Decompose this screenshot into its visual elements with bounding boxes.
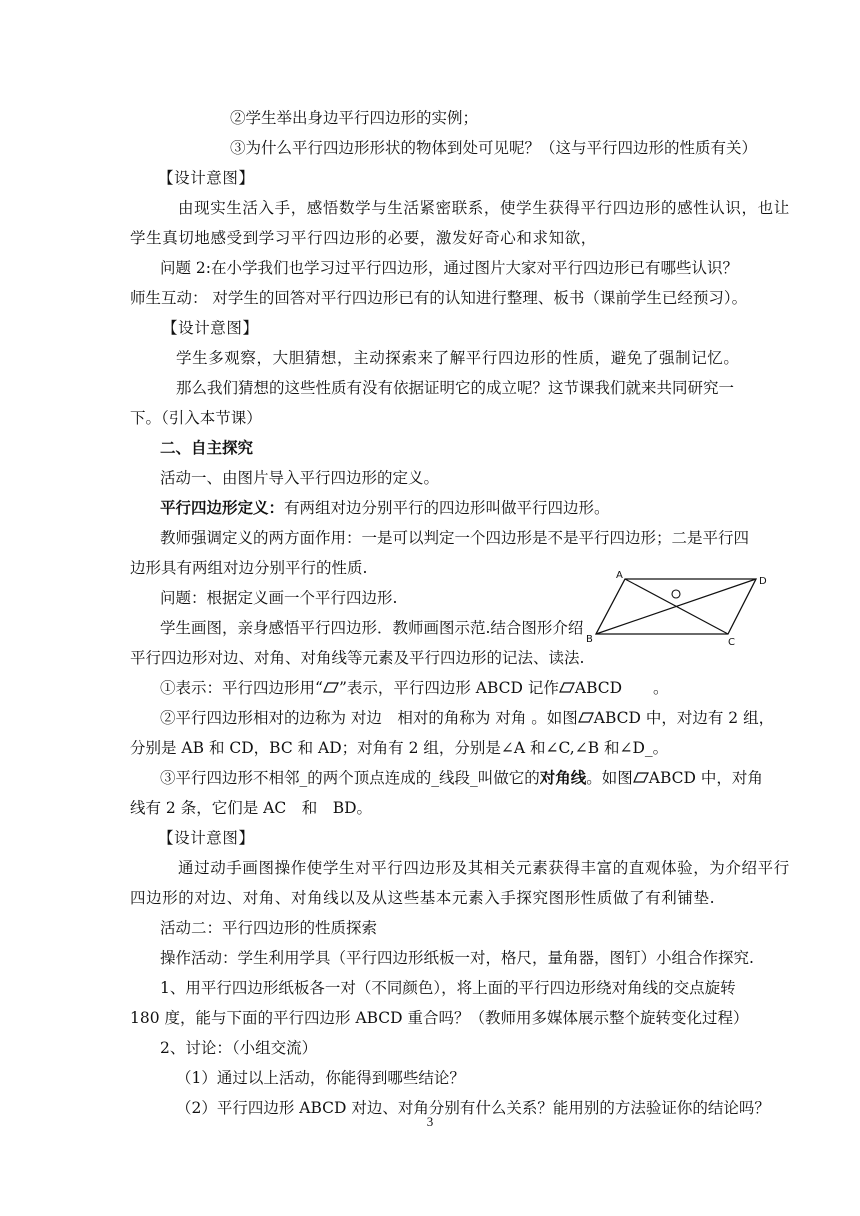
text-line: 教师强调定义的两方面作用：一是可以判定一个四边形是不是平行四边形；二是平行四 <box>160 529 750 547</box>
text-line: 问题 2:在小学我们也学习过平行四边形，通过图片大家对平行四边形已有哪些认识？ <box>160 259 739 277</box>
definition-line <box>160 498 610 518</box>
section-title: 二、自主探究 <box>160 438 254 457</box>
text-line: 操作活动：学生利用学具（平行四边形纸板一对，格尺，量角器，图钉）小组合作探究. <box>160 949 754 967</box>
text-segment: ABCD 。 <box>574 679 669 697</box>
section-heading: 【设计意图】 <box>158 169 255 187</box>
text-segment: ③平行四边形不相邻_的两个顶点连成的_线段_叫做它的 <box>160 769 540 787</box>
text-line: 下。（引入本节课） <box>130 409 262 427</box>
notation-line <box>160 708 774 728</box>
center-point-o <box>672 590 680 598</box>
text-segment: 。如图 <box>586 769 633 787</box>
text-line: 那么我们猜想的这些性质有没有依据证明它的成立呢？这节课我们就来共同研究一 <box>176 379 735 397</box>
text-line: 边形具有两组对边分别平行的性质. <box>130 559 368 577</box>
text-line: 由现实生活入手，感悟数学与生活紧密联系，使学生获得平行四边形的感性认识，也让 <box>178 199 790 217</box>
text-line: 学生多观察，大胆猜想，主动探索来了解平行四边形的性质，避免了强制记忆。 <box>176 349 740 367</box>
definition-term: 平行四边形定义： <box>160 498 285 517</box>
vertex-label-b: B <box>586 634 593 645</box>
parallelogram-icon <box>578 712 594 723</box>
section-heading: 【设计意图】 <box>162 319 259 337</box>
vertex-label-d: D <box>759 576 767 587</box>
text-line: （1）通过以上活动，你能得到哪些结论？ <box>176 1069 465 1087</box>
vertex-label-a: A <box>616 570 623 581</box>
text-line: 四边形的对边、对角、对角线以及从这些基本元素入手探究图形性质做了有利铺垫. <box>130 889 716 907</box>
text-segment: ABCD 中，对角 <box>648 769 763 787</box>
text-segment: ②平行四边形相对的边称为 对边 相对的角称为 对角 。如图 <box>160 709 578 727</box>
parallelogram-icon <box>323 682 339 693</box>
text-line: 1、用平行四边形纸板各一对（不同颜色），将上面的平行四边形绕对角线的交点旋转 <box>160 979 736 997</box>
text-line: 分别是 AB 和 CD，BC 和 AD；对角有 2 组，分别是∠A 和∠C,∠B 和∠D_。 <box>130 739 669 757</box>
text-line: 通过动手画图操作使学生对平行四边形及其相关元素获得丰富的直观体验，为介绍平行 <box>178 859 790 877</box>
text-line: 活动一、由图片导入平行四边形的定义。 <box>160 469 440 487</box>
text-line: 活动二：平行四边形的性质探索 <box>160 919 378 937</box>
text-line: ③为什么平行四边形形状的物体到处可见呢？（这与平行四边形的性质有关） <box>230 139 758 157</box>
text-line: ②学生举出身边平行四边形的实例； <box>230 109 479 127</box>
key-term: 对角线 <box>539 768 587 787</box>
parallelogram-diagram <box>586 566 772 648</box>
section-heading: 【设计意图】 <box>158 829 255 847</box>
parallelogram-icon <box>633 772 649 783</box>
text-line: 线有 2 条，它们是 AC 和 BD。 <box>130 799 373 817</box>
text-line: 问题：根据定义画一个平行四边形. <box>160 589 398 607</box>
text-segment: ”表示，平行四边形 ABCD 记作 <box>338 679 559 697</box>
definition-text: 有两组对边分别平行的四边形叫做平行四边形。 <box>284 499 610 517</box>
text-line: 学生画图，亲身感悟平行四边形．教师画图示范.结合图形介绍 <box>160 619 584 637</box>
text-line: 平行四边形对边、对角、对角线等元素及平行四边形的记法、读法. <box>130 649 585 667</box>
text-line: （2）平行四边形 ABCD 对边、对角分别有什么关系？能用别的方法验证你的结论吗？ <box>176 1099 770 1117</box>
vertex-label-c: C <box>728 637 735 648</box>
text-line: 学生真切地感受到学习平行四边形的必要，激发好奇心和求知欲， <box>130 229 597 247</box>
text-line: 2、讨论：（小组交流） <box>160 1039 318 1057</box>
notation-line <box>160 768 763 788</box>
text-segment: ABCD 中，对边有 2 组， <box>593 709 775 727</box>
notation-line <box>160 678 669 698</box>
text-segment: ①表示：平行四边形用“ <box>160 679 323 697</box>
page-number: 3 <box>426 1114 434 1129</box>
text-line: 师生互动： 对学生的回答对平行四边形已有的认知进行整理、板书（课前学生已经预习）。 <box>130 289 748 307</box>
parallelogram-icon <box>559 682 575 693</box>
text-line: 180 度，能与下面的平行四边形 ABCD 重合吗？（教师用多媒体展示整个旋转变化过程） <box>130 1009 749 1027</box>
